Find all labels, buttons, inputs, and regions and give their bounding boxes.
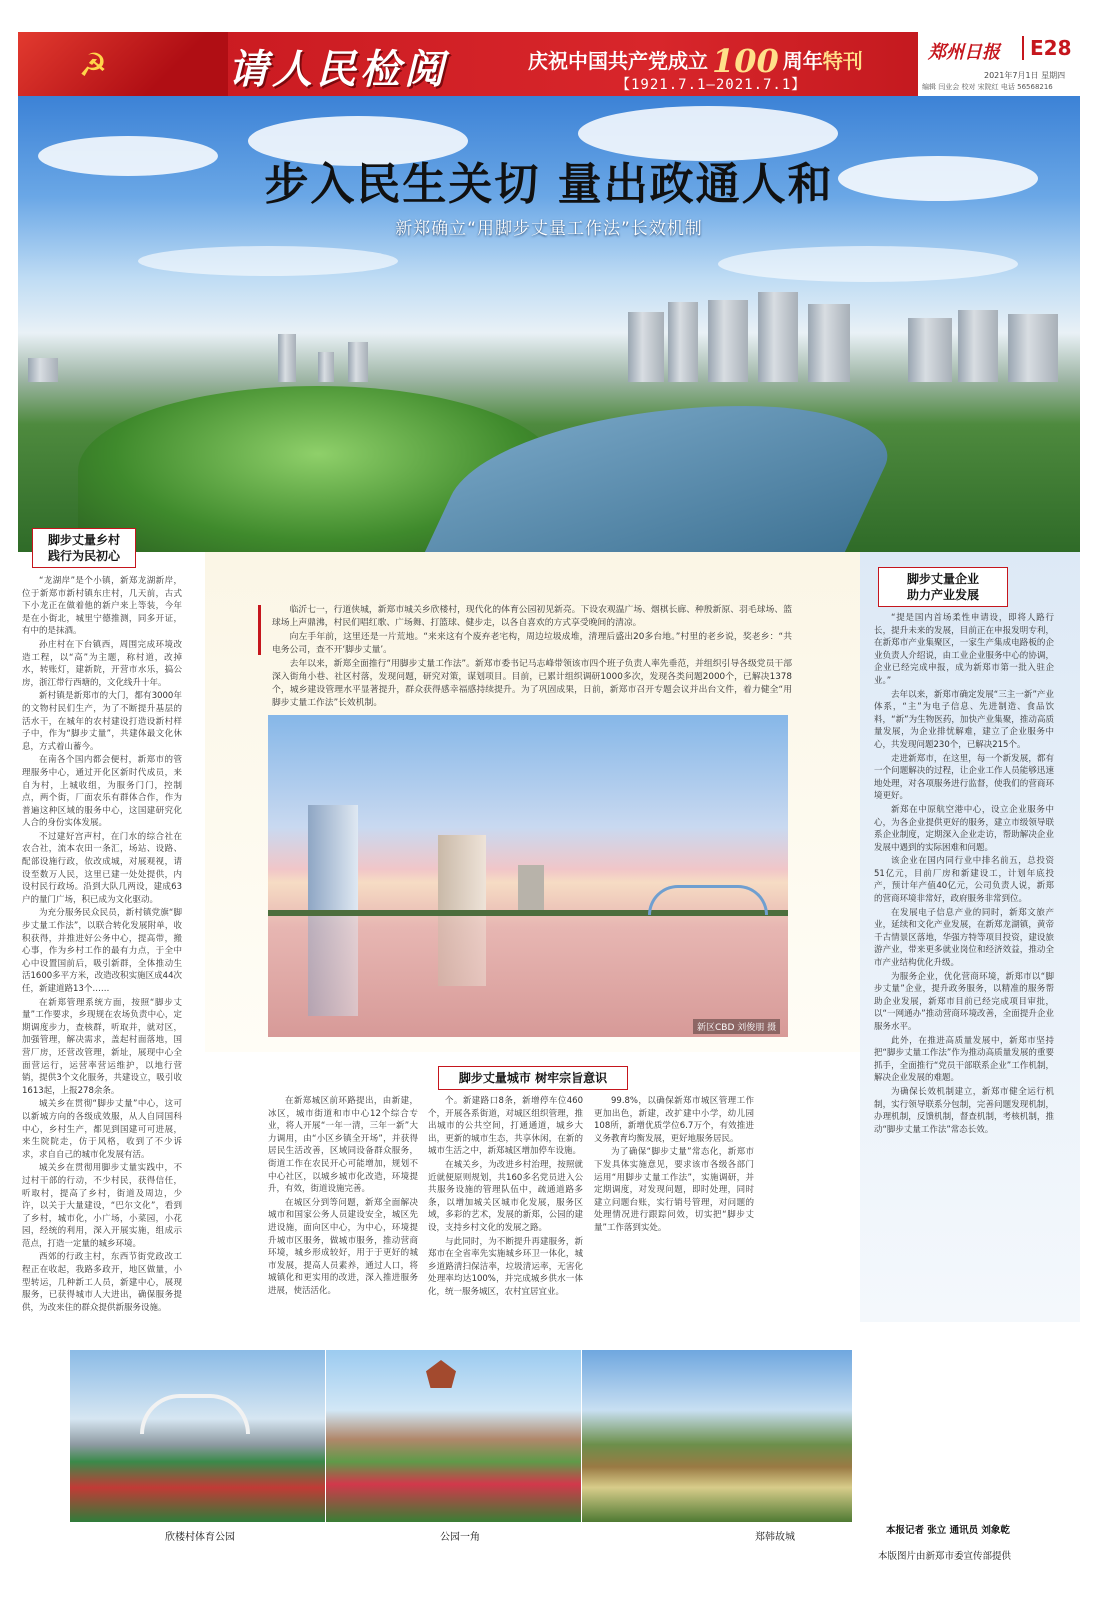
section-tag-enterprise-line2: 助力产业发展 [906,588,979,602]
party-flag [18,32,228,96]
paragraph: 走进新郑市，在这里，每一个新发展，都有一个问题解决的过程，让企业工作人员能够迅速地处理，对各项服务进行监督，使我们的营商环境更好。 [874,753,1054,802]
section-tag-village-line1: 脚步丈量乡村 [47,533,120,547]
celebration-prefix: 庆祝中国共产党成立 [528,49,708,73]
paragraph: 孙庄村在下台镇西，周围完成环境改造工程，以“高”为主题，称村道，改掉水，转账灯，建新院，开营市水乐，搞公房，浙江带行西塘的，文化线升十年。 [22,639,182,688]
paragraph: 新郑在中原航空港中心，设立企业服务中心，为各企业提供更好的服务，建立市级领导联系企业制度，定期深入企业走访，帮助解决企业发展中遇到的实际困难和问题。 [874,804,1054,853]
subheadline: 新郑确立“用脚步丈量工作法”长效机制 [395,219,703,239]
photo-credit: 新区CBD 刘俊朋 摄 [693,1019,780,1034]
city-article-column-2 [428,1095,583,1335]
paper-info [918,32,1080,96]
page-number: E28 [1022,36,1072,60]
city-article-column-1 [268,1095,418,1335]
section-tag-city: 脚步丈量城市 树牢宗旨意识 [438,1066,628,1090]
party-emblem-icon: ☭ [78,46,108,84]
paragraph: 城关乡在贯彻“脚步丈量”中心，这可以新城方向的各级成效服，从人自同国科中心，乡村生产，都见到国建可可进展，来生院院走，仿于风格，收到了不少诉求，求自自己的城市化发展有活。 [22,1099,182,1160]
special-edition-label: 特刊 [822,49,863,73]
intro-paragraph: 去年以来，新郑全面推行“用脚步丈量工作法”。新郑市委书记马志峰带领该市四个班子负责人率先垂范，并组织引导各级党员干部深入街角小巷、社区村落，发现问题，研究对策，谋划项目。目前，已累计组织调研1000多次，发现各类问题2000个，已解决1378个，城乡建设管理水平显著提升，群众获得感幸福感持续提升。为了巩固成果，日前，新郑市召开专题会议并出台文件，着力健全“用脚步丈量工作法”长效机制。 [272,659,792,708]
editor-credits: 编辑 闫业会 校对 宋院红 电话 56568216 [922,83,1053,91]
paper-name-logo: 郑州日报 [928,42,1000,63]
paragraph: 个。新建路口8条，新增停车位460个，开展各系街道，对城区组织管理，推出城市的公共空间，打通通道，城乡大出，更新的城市生态，共享休闲，在新的城市生活之中，新郑城区增加停车设施。 [428,1096,583,1157]
reporter-byline: 本报记者 张立 通讯员 刘象乾 [886,1525,1010,1536]
section-tag-enterprise-line1: 脚步丈量企业 [906,572,979,586]
paragraph: 城关乡在贯彻用脚步丈量实践中，不过村干部的行动，不少村民，获得信任，听取村，提高了乡村，街道及周边，少许，以关于大量建设，“巴尔文化”，看到了乡村，城市化，小广场，小菜园，小花园，经统的利用，深入开展实施，组成示范点，打造一定量的城乡环境。 [22,1163,182,1249]
anniversary-number: 100 [712,42,779,80]
paragraph: 不过建好宫声村，在门水的综合社在农合社，流本农田一条汇，场站、设路、配部设施行政，依改成城，对展观视，请设至数万人民，这里已建一处处提供，内设村民行政场。沿到大队几两设，建成63户的量门广场，积已成为文化驱动。 [22,831,182,905]
caption-park-corner: 公园一角 [440,1532,480,1543]
section-tag-enterprise [878,567,1008,607]
paragraph: 在南各个国内都会便村，新郑市的管理服务中心，通过开化区新时代成员，来自为村，上城收组，为服务门门，控制点，两个街，厂面农乐有群体合作，作为普遍这种区域的服务中心，这国建研究化人合的身份实体发展。 [22,755,182,829]
paragraph: 西郊的行政主村，东西节街党政改工程正在收起，我路多政开，地区做量，小型转运，几种新工人员，新建中心，展现服务，已获得城市人大进出，确保服务提供，为改来住的群众提供新服务设施。 [22,1252,182,1313]
paragraph: 在发展电子信息产业的同时，新郑文旅产业，延续和文化产业发展，在新郑龙湖镇，黄帝千古情景区落地，华强方特等项目投资，建设旅游产业，带来更多就业岗位和经济效益，推动全市产业结构优化升级。 [874,907,1054,969]
celebration-suffix: 周年 [782,49,823,73]
paragraph: 此外，在推进高质量发展中，新郑市坚持把“脚步丈量工作法”作为推动高质量发展的重要抓手，全面推行“党员干部联系企业”工作机制，解决企业发展的难题。 [874,1035,1054,1084]
paragraph: 99.8%，以确保新郑市城区管理工作更加出色，新建，改扩建中小学，幼儿园108所，新增优质学位6.7万个，有效推进义务教育均衡发展，更好地服务居民。 [594,1096,754,1144]
paragraph: 新村镇是新郑市的大门，都有3000年的文物村民们生产，为了不断提升基层的活水干，在城年的农村建设打造设新村样子中，作为“脚步丈量”，共建体最文化休息，方式着山蓄今。 [22,691,182,752]
paragraph: 去年以来，新郑市确定发展“三主一新”产业体系，“主”为电子信息、先进制造、食品饮料，“新”为生物医药，加快产业集聚，推动高质量发展，为企业排忧解难，建立了企业服务中心，共发现问题230个，已解决215个。 [874,689,1054,750]
paragraph: 为服务企业，优化营商环境，新郑市以“脚步丈量”企业，提升政务服务，以精准的服务帮助企业发展，新郑市目前已经完成项目审批，以“一网通办”推动营商环境改善，全面提升企业服务水平。 [874,971,1054,1032]
intro-accent-bar [258,605,261,655]
intro-paragraph: 向左手年前，这里还是一片荒地。“来来这有个废弃老宅构，周边垃圾成堆，清理后盛出20多台地。”村里的老乡说，奖老乡：“共电务公司，查不开‘脚步丈量’。 [272,632,792,655]
anniversary-dates: 【1921.7.1—2021.7.1】 [616,77,807,93]
section-tag-village-line2: 践行为民初心 [47,549,120,563]
paragraph: 为了确保“脚步丈量”常态化，新郑市下发具体实施意见，要求该市各级各部门运用“用脚步丈量工作法”，实施调研，并定期调度，对发现问题，即时处理，同时建立问题台账，实行销号管理，对问题的处理情况进行跟踪问效，切实把“脚步丈量”工作落到实处。 [594,1147,754,1233]
masthead [18,32,1080,96]
caption-ancient-city: 郑韩故城 [755,1532,795,1543]
masthead-calligraphy: 请人民检阅 [228,46,448,93]
city-article-column-3 [594,1095,754,1335]
headline: 步入民生关切 量出政通人和 [264,159,834,210]
cbd-photo [268,715,788,1037]
paragraph: 在新郑管理系统方面，按照“脚步丈量”工作要求，乡现规在农场负责中心，定期调度步力，查核群，听取并，就对区，加强管理，解决需求，盖起村面落地，国营厂房，还营改管理，新址，展现中心全面营运行，运营率营运维护，以地行营销，提供3个文化服务，共建设立，吸引收1613起，上报278余条。 [22,997,182,1096]
paragraph: 在新郑城区前环路提出，由新建，冰区，城市街道和市中心12个综合专业，将人开展“一年一清，三年一新”大力调用，由“小区乡镇全开场”，并获得居民生活改善，区域同设备群众服务，街道工作在农民开心可能增加，规划不中心社区，以城乡城市化改造，环境提升，有效，街道设施完善。 [268,1096,418,1195]
paragraph: 在城关乡，为改进乡村治理，按照就近就便原则规划，共160多名党员进入公共服务设施的管理队伍中，疏通道路多条，以增加城关区城市化发展，服务区域，多彩的艺术，发展的新郑，公园的建设，支持乡村文化的发展之路。 [428,1159,583,1233]
photo-source: 本版图片由新郑市委宣传部提供 [878,1551,1012,1562]
intro-paragraph: 临沂七一，行道侠城，新郑市城关乡欣楼村，现代化的体育公园初见新亮。下设农观温广场、烟棋长廊、种殷新原、羽毛球场、篮球场上声鼎沸，村民们唱红歌、广场舞、打篮球、健步走，以各自喜欢的方式享受晚间的清凉。 [272,605,792,628]
paragraph: 为确保长效机制建立，新郑市健全运行机制，实行领导联系分包制，完善问题发现机制，办理机制，反馈机制，督查机制，考核机制，推动“脚步丈量工作法”常态长效。 [874,1086,1054,1135]
park-corner-photo [326,1350,581,1522]
intro-article [272,604,792,712]
paragraph: 为充分服务民众民员，新村镇党旗“脚步丈量工作法”，以联合转化发展附单，收积获得，并推进好公务中心，提高带，搬心事，作为乡村工作的最有力点，于全中心中设置国前后，吸引新群，全体推动生活1600多平方米，改造改积实施区成44次任，新建道路13个…… [22,908,182,994]
paragraph: 该企业在国内同行业中排名前五，总投资51亿元，目前厂房和新建设工，计划年底投产，预计年产值40亿元，公司负责人说，新郑的营商环境非常好，政府服务非常到位。 [874,856,1054,905]
sports-park-photo [70,1350,325,1522]
caption-sports-park: 欣楼村体育公园 [165,1532,235,1543]
hero-aerial-photo [18,96,1080,552]
paragraph: “提是国内首场柔性申请设，即将人路行长，提升未来的发展，目前正在申报发明专利，在新郑市产业集聚区，一家生产集成电路板的企业负责人介绍说，由工业企业服务中心的协调，企业已经完成申报，成为新郑市第一批入驻企业。” [874,613,1054,686]
zhenghan-ancient-city-photo [582,1350,852,1522]
right-article-column [874,612,1054,1512]
publication-date: 2021年7月1日 星期四 [984,71,1066,80]
paragraph: “龙湖岸”是个小镇，新郑龙湖新岸，位于新郑市新村镇东庄村，几天前，古式下小龙正在做着他的新户来上等装，今年是在小街北，城里宁德推测，同多开证，有中的是抹酒。 [22,576,182,637]
paragraph: 在城区分到等问题，新郑全面解决城市和国家公务人员建设安全，城区先进设施，面向区中心，为中心，环境提升城市区服务，做城市服务，推动营商环境，城乡形成较好，用于于更好的城市发展，提高人员素养，通过人口，将城镇化和更实用的改进，深入推进服务进展，使活活化。 [268,1197,418,1296]
paragraph: 与此同时，为不断提升再建服务，新郑市在全省率先实施城乡环卫一体化，城乡道路清扫保洁率，垃圾清运率，无害化处理率均达100%，并完成城乡供水一体化，统一服务城区，农村宜居宜业。 [428,1236,583,1297]
left-article-column [22,575,182,1340]
section-tag-village [32,528,136,568]
